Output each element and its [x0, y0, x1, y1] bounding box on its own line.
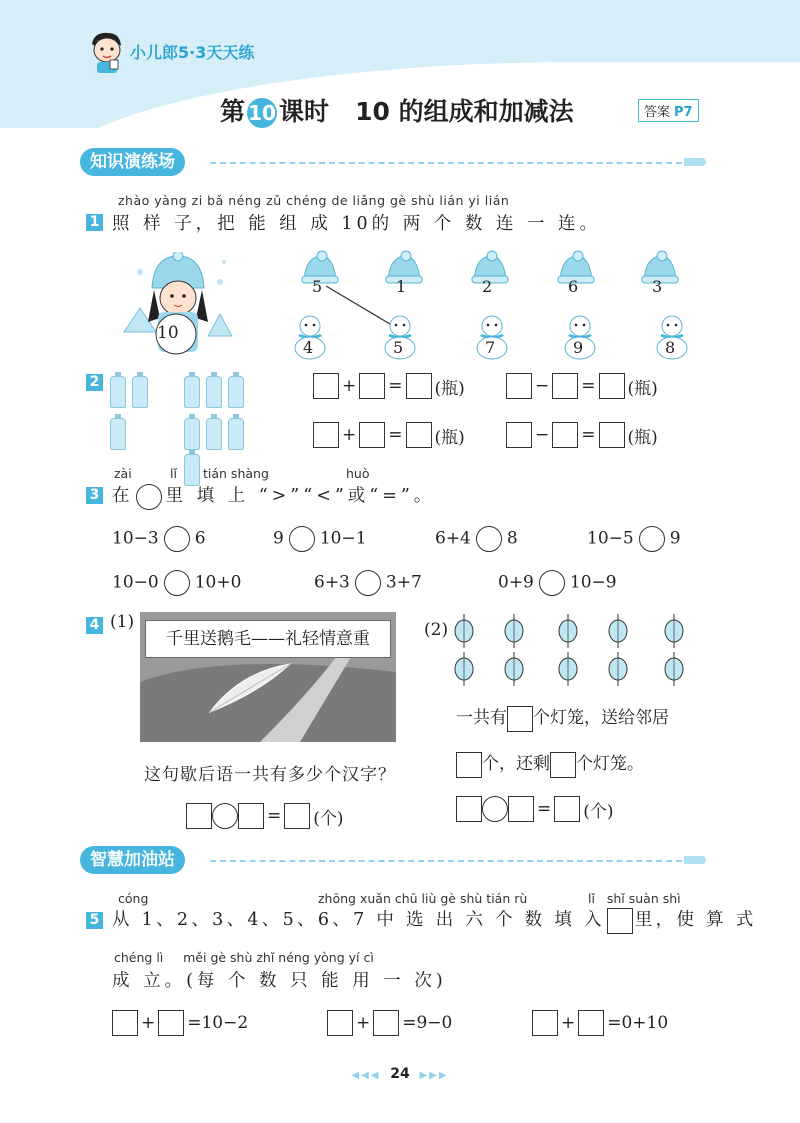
- pencil-icon: [684, 158, 706, 166]
- comparison-left: 9: [273, 528, 284, 549]
- answer-circle[interactable]: [639, 526, 665, 552]
- unit-label: (个): [583, 801, 614, 822]
- snowman-number: 9: [573, 338, 584, 357]
- answer-box[interactable]: [552, 373, 578, 399]
- section-wisdom-heading: 智慧加油站: [80, 846, 185, 874]
- girl-snow-illustration: [120, 252, 238, 356]
- lantern-icon: [662, 652, 686, 686]
- plus-sign: +: [561, 1013, 576, 1033]
- snowman-number: 5: [393, 338, 404, 357]
- lantern-icon: [662, 614, 686, 648]
- bottle-icon: [132, 376, 148, 408]
- bottle-icon: [206, 418, 222, 450]
- q2-equation-4: [506, 422, 661, 448]
- page-number: 24: [390, 1066, 410, 1082]
- arrows-right-icon: ▶▶▶: [419, 1070, 449, 1081]
- comparison-item: [112, 526, 206, 552]
- answer-circle[interactable]: [539, 570, 565, 596]
- plus-sign: +: [342, 376, 357, 396]
- equation-result: =9−0: [402, 1013, 453, 1033]
- q4-line2: [456, 749, 644, 778]
- equals-sign: =: [581, 425, 596, 445]
- answer-box[interactable]: [186, 803, 212, 829]
- section-divider: [210, 860, 682, 862]
- title-suffix: 课时: [279, 97, 330, 126]
- q3-pinyin-li: lǐ: [170, 466, 177, 481]
- answer-box[interactable]: [508, 796, 534, 822]
- equals-sign: =: [267, 806, 282, 826]
- equation-result: =10−2: [187, 1013, 249, 1033]
- comparison-left: 0+9: [498, 572, 534, 593]
- sample-circle: [136, 484, 162, 510]
- q5-equation: [112, 1010, 251, 1036]
- q4-equation-1: [186, 803, 347, 829]
- unit-label: (瓶): [627, 378, 658, 399]
- equals-sign: =: [388, 376, 403, 396]
- q3-pinyin-tianshang: tián shàng: [203, 466, 269, 481]
- kid-logo-icon: [86, 30, 126, 74]
- lantern-icon: [606, 652, 630, 686]
- q5-text-line2: 成 立。(每 个 数 只 能 用 一 次): [112, 971, 447, 991]
- q1-number: 1: [86, 214, 103, 231]
- comparison-left: 10−5: [587, 528, 634, 549]
- minus-sign: −: [535, 425, 550, 445]
- title-prefix: 第: [220, 97, 246, 126]
- answer-circle[interactable]: [482, 796, 508, 822]
- comparison-right: 3+7: [385, 572, 422, 593]
- q5-text1-b: 里，使 算 式: [634, 910, 757, 930]
- answer-circle[interactable]: [289, 526, 315, 552]
- answer-box[interactable]: [158, 1010, 184, 1036]
- bottle-icon: [228, 418, 244, 450]
- unit-label: (瓶): [434, 378, 465, 399]
- q4-line1-a: 一共有: [456, 708, 507, 728]
- unit-label: (瓶): [627, 427, 658, 448]
- sample-box: [607, 908, 633, 934]
- comparison-right: 9: [669, 528, 681, 549]
- answer-box[interactable]: [313, 422, 339, 448]
- proverb-label: 千里送鹅毛——礼轻情意重: [145, 620, 391, 658]
- comparison-item: [587, 526, 681, 552]
- q5-text-line1: [112, 906, 757, 934]
- answer-box[interactable]: [532, 1010, 558, 1036]
- bottles-illustration: [110, 376, 270, 448]
- hat-number: 6: [568, 277, 579, 296]
- answer-box[interactable]: [578, 1010, 604, 1036]
- q4-number: 4: [86, 617, 103, 634]
- answer-circle[interactable]: [164, 526, 190, 552]
- comparison-item: [314, 570, 422, 596]
- answer-box[interactable]: [406, 373, 432, 399]
- comparison-right: 8: [506, 528, 518, 549]
- section-divider: [210, 162, 682, 164]
- bottle-icon: [228, 376, 244, 408]
- q1-text: 照 样 子，把 能 组 成 10的 两 个 数 连 一 连。: [112, 214, 602, 234]
- answer-box[interactable]: [550, 752, 576, 778]
- girl-snowball-number: 10: [157, 323, 179, 343]
- q5-text1-a: 从 1、2、3、4、5、6、7 中 选 出 六 个 数 填 入: [112, 910, 605, 930]
- comparison-left: 6+4: [435, 528, 471, 549]
- q3-text: [112, 482, 435, 510]
- comparison-item: [112, 570, 241, 596]
- lantern-icon: [606, 614, 630, 648]
- equals-sign: =: [388, 425, 403, 445]
- hat-item[interactable]: [556, 250, 596, 300]
- page-title: [220, 92, 574, 128]
- comparison-right: 10−1: [319, 528, 367, 549]
- answer-circle[interactable]: [355, 570, 381, 596]
- bottle-icon: [110, 376, 126, 408]
- answer-box[interactable]: [327, 1010, 353, 1036]
- comparison-item: [273, 526, 367, 552]
- comparison-left: 6+3: [314, 572, 350, 593]
- equals-sign: =: [537, 799, 552, 819]
- q4-equation-2: [456, 796, 617, 822]
- hat-number: 3: [652, 277, 663, 296]
- answer-box[interactable]: [456, 796, 482, 822]
- q3-number: 3: [86, 487, 103, 504]
- answer-box[interactable]: [599, 422, 625, 448]
- answer-box[interactable]: [552, 422, 578, 448]
- answer-box[interactable]: [456, 752, 482, 778]
- comparison-item: [435, 526, 518, 552]
- bottle-icon: [206, 376, 222, 408]
- answer-label: 答案: [644, 105, 671, 120]
- snowman-number: 4: [303, 338, 314, 357]
- hat-number: 1: [396, 277, 407, 296]
- lantern-icon: [452, 614, 476, 648]
- comparison-right: 6: [194, 528, 206, 549]
- q2-equation-1: [313, 373, 468, 399]
- snowman-number: 7: [485, 338, 496, 357]
- pencil-icon: [684, 856, 706, 864]
- answer-box[interactable]: [112, 1010, 138, 1036]
- plus-sign: +: [342, 425, 357, 445]
- q1-pinyin: zhào yàng zi bǎ néng zǔ chéng de liǎng gè shù lián yi lián: [118, 193, 510, 208]
- q3-pinyin-huo: huò: [346, 466, 370, 481]
- answer-box[interactable]: [373, 1010, 399, 1036]
- comparison-left: 10−3: [112, 528, 159, 549]
- answer-box[interactable]: [507, 706, 533, 732]
- unit-label: (个): [313, 808, 344, 829]
- lantern-icon: [452, 652, 476, 686]
- answer-box[interactable]: [238, 803, 264, 829]
- q3-pinyin-zai: zài: [114, 466, 132, 481]
- arrows-left-icon: ◀◀◀: [351, 1070, 381, 1081]
- q5-equation: [327, 1010, 455, 1036]
- answer-box[interactable]: [506, 422, 532, 448]
- q4-question: 这句歇后语一共有多少个汉字？: [144, 765, 396, 785]
- q5-equation: [532, 1010, 671, 1036]
- title-topic: 10 的组成和加减法: [355, 97, 574, 126]
- q4-line1-b: 个灯笼，送给邻居: [533, 708, 669, 728]
- q3-text-b: 里 填 上 “>”“<”或“=”。: [165, 486, 436, 506]
- answer-circle[interactable]: [476, 526, 502, 552]
- snowman-item[interactable]: [472, 314, 512, 360]
- hat-number: 2: [482, 277, 493, 296]
- q5-pinyin-end: lǐ shǐ suàn shì: [588, 891, 681, 906]
- answer-box[interactable]: [554, 796, 580, 822]
- lesson-number: 10: [247, 98, 277, 128]
- answer-box[interactable]: [506, 373, 532, 399]
- bottle-icon: [184, 376, 200, 408]
- q5-pinyin-line2: chéng lì měi gè shù zhǐ néng yòng yí cì: [114, 950, 374, 965]
- answer-page: P7: [674, 105, 693, 120]
- section-practice-heading: 知识演练场: [80, 148, 185, 176]
- unit-label: (瓶): [434, 427, 465, 448]
- q2-number: 2: [86, 374, 103, 391]
- answer-box[interactable]: [359, 373, 385, 399]
- q2-equation-3: [313, 422, 468, 448]
- lantern-icon: [556, 652, 580, 686]
- comparison-left: 10−0: [112, 572, 159, 593]
- snowman-item[interactable]: [560, 314, 600, 360]
- q4-part2-label: (2): [424, 620, 449, 640]
- plus-sign: +: [356, 1013, 371, 1033]
- comparison-right: 10−9: [569, 572, 617, 593]
- answer-circle[interactable]: [212, 803, 238, 829]
- q5-pinyin-cong: cóng: [118, 891, 149, 906]
- answer-box[interactable]: [313, 373, 339, 399]
- answer-box[interactable]: [284, 803, 310, 829]
- answer-ref[interactable]: [638, 99, 699, 122]
- hat-item[interactable]: [470, 250, 510, 300]
- sample-connect-line: [318, 280, 408, 330]
- equals-sign: =: [581, 376, 596, 396]
- snowman-number: 8: [665, 338, 676, 357]
- answer-box[interactable]: [359, 422, 385, 448]
- minus-sign: −: [535, 376, 550, 396]
- q4-line2-b: 个灯笼。: [576, 754, 644, 774]
- q5-number: 5: [86, 912, 103, 929]
- comparison-right: 10+0: [194, 572, 242, 593]
- answer-circle[interactable]: [164, 570, 190, 596]
- answer-box[interactable]: [599, 373, 625, 399]
- bottle-icon: [110, 418, 126, 450]
- q4-part1-label: (1): [110, 612, 135, 632]
- q5-pinyin-middle: zhōng xuǎn chū liù gè shù tián rù: [318, 891, 528, 906]
- q4-line2-a: 个，还剩: [482, 754, 550, 774]
- lantern-icon: [556, 614, 580, 648]
- hat-item[interactable]: [640, 250, 680, 300]
- snowman-item[interactable]: [652, 314, 692, 360]
- q4-line1: [456, 703, 669, 732]
- equation-result: =0+10: [607, 1013, 669, 1033]
- comparison-item: [498, 570, 617, 596]
- lantern-icon: [502, 652, 526, 686]
- q2-equation-2: [506, 373, 661, 399]
- bottle-icon: [184, 418, 200, 450]
- hat-number: 5: [312, 277, 323, 296]
- answer-box[interactable]: [406, 422, 432, 448]
- lantern-icon: [502, 614, 526, 648]
- page-footer: [0, 1066, 800, 1082]
- plus-sign: +: [141, 1013, 156, 1033]
- brand-name: 小儿郎5·3天天练: [130, 43, 255, 62]
- q3-text-a: 在: [112, 486, 134, 506]
